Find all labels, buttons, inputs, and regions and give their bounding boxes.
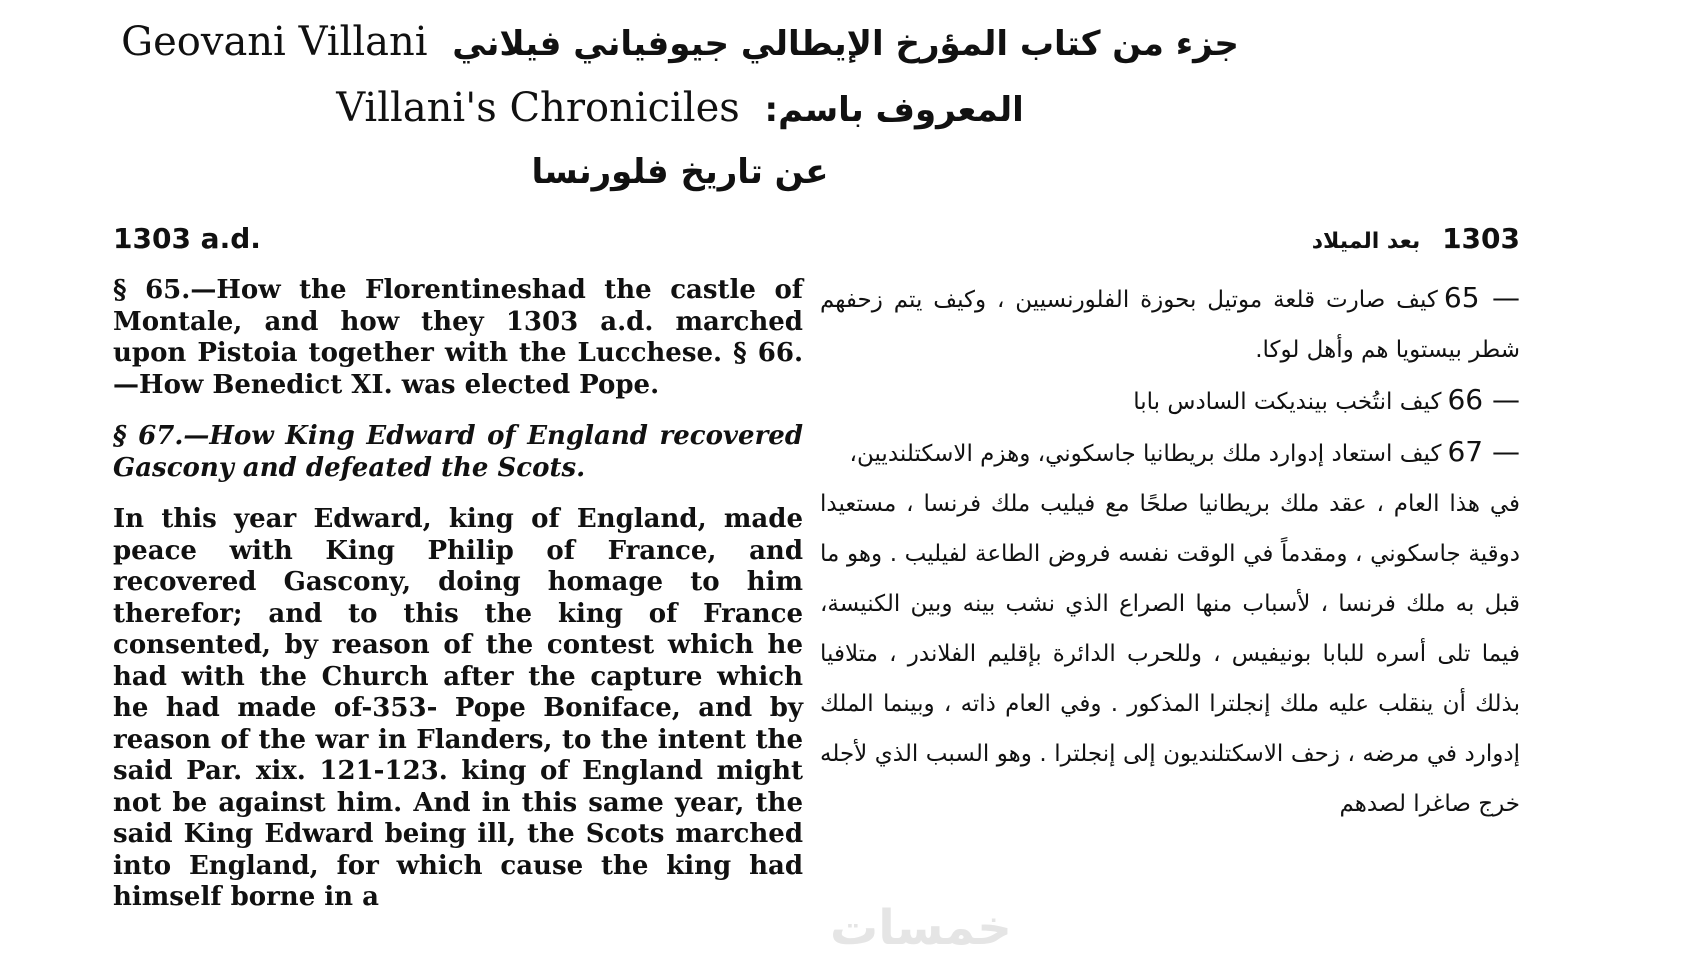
title-line-3 [0, 142, 1360, 202]
document-header [0, 10, 1360, 202]
title-line-1-arabic: جزء من كتاب المؤرخ الإيطالي جيوفياني فيلاني [452, 24, 1239, 64]
year-heading-en: 1303 a.d. [113, 222, 261, 255]
section-67-arabic [820, 427, 1520, 479]
title-line-2 [0, 76, 1360, 142]
section-65-text: كيف صارت قلعة موتيل بحوزة الفلورنسيين ، وكيف يتم زحفهم شطر بيستويا هم وأهل لوكا. [820, 287, 1520, 363]
arabic-body-paragraph: في هذا العام ، عقد ملك بريطانيا صلحًا مع فيليب ملك فرنسا ، مستعيدا دوقية جاسكوني ، ومقدماً في الوقت نفسه فروض الطاعة لفيليب . وهو ما قبل به ملك فرنسا ، لأسباب منها الصراع الذي نشب بينه وبين الكنيسة، فيما تلى أسره للبابا بونيفيس ، وللحرب الدائرة بإقليم الفلاندر ، متلافيا بذلك أن ينقلب عليه ملك إنجلترا المذكور . وفي العام ذاته ، وبينما الملك إدوارد في مرضه ، زحف الاسكتلنديون إلى إنجلترا . وهو السبب الذي لأجله خرج صاغرا لصدهم [820, 491, 1520, 817]
section-67-heading: § 67.—How King Edward of England recovered Gascony and defeated the Scots. [113, 421, 803, 483]
english-column [113, 222, 803, 914]
english-body-paragraph: In this year Edward, king of England, made peace with King Philip of France, and recovered Gascony, doing homage to him therefor; and to this the king of France consented, by reason of the contest which he had with the Church after the capture which he had made of-353- Pope Boniface, and by reason of the war in Flanders, to the intent the said Par. xix. 121-123. king of England might not be against him. And in this same year, the said King Edward being ill, the Scots marched into England, for which cause the king had himself borne in a [113, 504, 803, 912]
section-65-arabic [820, 273, 1520, 375]
author-name-en: Geovani Villani [121, 19, 428, 65]
section-65-66-heading: § 65.—How the Florentineshad the castle of Montale, and how they 1303 a.d. marched upon Pistoia together with the Lucchese. § 66.—How Benedict XI. was elected Pope. [113, 275, 803, 400]
title-line-2-arabic: المعروف باسم: [764, 90, 1024, 130]
section-66-arabic [820, 375, 1520, 427]
year-word-arabic: بعد الميلاد [1311, 229, 1421, 254]
subtitle-arabic: عن تاريخ فلورنسا [531, 152, 829, 192]
year-heading-ar [820, 222, 1520, 255]
section-66-number: — 66 [1447, 383, 1520, 416]
section-65-number: — 65 [1443, 281, 1520, 314]
section-67-text: كيف استعاد إدوارد ملك بريطانيا جاسكوني، وهزم الاسكتلنديين، [849, 441, 1442, 467]
arabic-column [820, 222, 1520, 829]
book-title-en: Villani's Chroniciles [336, 85, 740, 131]
section-66-text: كيف انتُخب بينديكت السادس بابا [1133, 389, 1442, 415]
watermark: خمسات [830, 900, 1012, 956]
year-number: 1303 [1442, 222, 1520, 255]
section-67-number: — 67 [1447, 435, 1520, 468]
title-line-1 [0, 10, 1360, 76]
